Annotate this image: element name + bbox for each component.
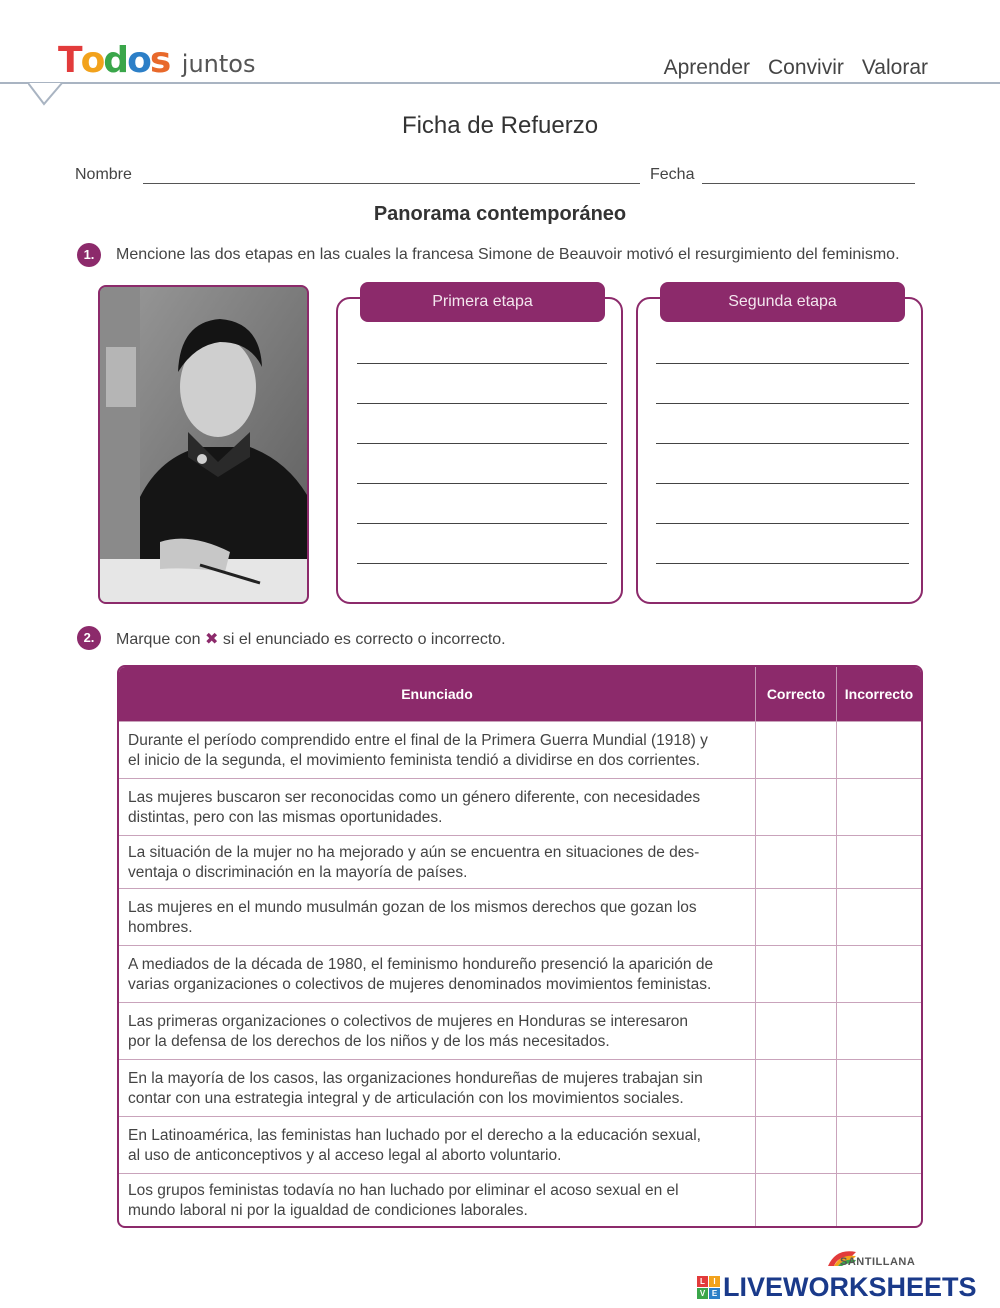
statement-text — [128, 898, 748, 938]
correct-checkbox[interactable] — [756, 722, 836, 779]
table-row — [119, 1116, 921, 1173]
header-correcto: Correcto — [766, 686, 826, 702]
first-stage-heading: Primera etapa — [360, 282, 605, 322]
incorrect-checkbox[interactable] — [837, 1174, 921, 1227]
incorrect-checkbox[interactable] — [837, 946, 921, 1003]
correct-checkbox[interactable] — [756, 1117, 836, 1174]
answer-line[interactable] — [357, 523, 607, 524]
statement-text — [128, 843, 748, 883]
live-tile: I — [709, 1276, 720, 1287]
answer-line[interactable] — [656, 483, 909, 484]
table-row — [119, 888, 921, 945]
header-notch — [28, 82, 64, 106]
liveworksheets-logo — [697, 1272, 977, 1302]
santillana-logo: SANTILLANA — [840, 1256, 916, 1268]
live-tile: L — [697, 1276, 708, 1287]
question-text — [116, 629, 506, 649]
incorrect-checkbox[interactable] — [837, 1060, 921, 1117]
answer-line[interactable] — [656, 363, 909, 364]
nav-aprender: Aprender — [663, 56, 750, 79]
statement-line: contar con una estrategia integral y de articulación con los movimientos sociales. — [128, 1089, 684, 1107]
answer-line[interactable] — [357, 563, 607, 564]
correct-checkbox[interactable] — [756, 836, 836, 889]
name-label: Nombre — [75, 166, 132, 183]
statement-line: Los grupos feministas todavía no han luchado por eliminar el acoso sexual en el — [128, 1181, 679, 1199]
answer-line[interactable] — [357, 403, 607, 404]
second-stage-box — [636, 297, 923, 604]
portrait-photo — [98, 285, 309, 604]
section-title: Panorama contemporáneo — [373, 203, 627, 225]
name-field[interactable] — [143, 183, 640, 184]
statement-text — [128, 788, 748, 828]
name-date-row — [75, 166, 915, 188]
incorrect-checkbox[interactable] — [837, 889, 921, 946]
live-tile: V — [697, 1288, 708, 1299]
statement-line: varias organizaciones o colectivos de mujeres denominados movimientos feministas. — [128, 975, 712, 993]
table-row — [119, 1059, 921, 1116]
logo-sub: juntos — [181, 50, 256, 78]
statement-text — [128, 1012, 748, 1052]
answer-line[interactable] — [656, 563, 909, 564]
logo-brand — [58, 40, 180, 81]
incorrect-checkbox[interactable] — [837, 1003, 921, 1060]
answer-line[interactable] — [656, 443, 909, 444]
nav-valorar: Valorar — [861, 56, 928, 79]
header-enunciado: Enunciado — [401, 686, 473, 702]
answer-line[interactable] — [656, 523, 909, 524]
answer-line[interactable] — [357, 443, 607, 444]
statement-line: mundo laboral ni por la igualdad de condiciones laborales. — [128, 1201, 528, 1219]
correct-checkbox[interactable] — [756, 779, 836, 836]
statement-text — [128, 1181, 748, 1221]
header-nav — [664, 56, 928, 80]
live-tiles — [697, 1276, 720, 1299]
header-incorrecto: Incorrecto — [844, 686, 914, 702]
answer-line[interactable] — [656, 403, 909, 404]
page-header — [0, 0, 1000, 110]
incorrect-checkbox[interactable] — [837, 836, 921, 889]
question-number: 1. — [77, 243, 101, 267]
date-label: Fecha — [650, 166, 695, 183]
live-tile: E — [709, 1288, 720, 1299]
correct-checkbox[interactable] — [756, 946, 836, 1003]
question-text-before: Marque con — [116, 631, 201, 648]
statement-line: hombres. — [128, 918, 193, 936]
first-stage-box — [336, 297, 623, 604]
statement-line: Las mujeres en el mundo musulmán gozan de los mismos derechos que gozan los — [128, 898, 697, 916]
logo-letter: T — [58, 40, 81, 81]
statement-line: Las primeras organizaciones o colectivos de mujeres en Honduras se interesaron — [128, 1012, 689, 1030]
logo-letter: d — [103, 40, 128, 81]
x-mark-icon: ✖ — [204, 631, 219, 648]
statement-text — [128, 1126, 748, 1166]
correct-checkbox[interactable] — [756, 1174, 836, 1227]
logo-letter: o — [127, 40, 150, 81]
header-divider — [0, 82, 1000, 84]
portrait-illustration — [100, 287, 309, 604]
correct-checkbox[interactable] — [756, 889, 836, 946]
date-field[interactable] — [702, 183, 915, 184]
correct-checkbox[interactable] — [756, 1003, 836, 1060]
table-row — [119, 835, 921, 888]
todos-juntos-logo — [58, 40, 255, 81]
table-row — [119, 778, 921, 835]
statement-line: En la mayoría de los casos, las organizaciones hondureñas de mujeres trabajan sin — [128, 1069, 703, 1087]
statement-line: Durante el período comprendido entre el final de la Primera Guerra Mundial (1918) y — [128, 731, 708, 749]
correct-checkbox[interactable] — [756, 1060, 836, 1117]
statement-text — [128, 731, 748, 771]
incorrect-checkbox[interactable] — [837, 722, 921, 779]
page-title: Ficha de Refuerzo — [401, 112, 599, 139]
incorrect-checkbox[interactable] — [837, 1117, 921, 1174]
statement-text — [128, 955, 748, 995]
logo-letter: s — [149, 40, 170, 81]
question-text-after: si el enunciado es correcto o incorrecto. — [222, 631, 506, 648]
table-header — [119, 667, 921, 721]
statement-text — [128, 1069, 748, 1109]
statement-line: A mediados de la década de 1980, el feminismo hondureño presenció la aparición de — [128, 955, 714, 973]
statement-line: distintas, pero con las mismas oportunidades. — [128, 808, 443, 826]
table-row — [119, 721, 921, 778]
statement-line: por la defensa de los derechos de los niños y de los más necesitados. — [128, 1032, 610, 1050]
question-number: 2. — [77, 626, 101, 650]
statements-table — [117, 665, 923, 1228]
table-row — [119, 945, 921, 1002]
answer-line[interactable] — [357, 363, 607, 364]
table-row — [119, 1002, 921, 1059]
second-stage-heading: Segunda etapa — [660, 282, 905, 322]
logo-letter: o — [80, 40, 104, 81]
statement-line: La situación de la mujer no ha mejorado y aún se encuentra en situaciones de des- — [128, 843, 700, 861]
statement-line: ventaja o discriminación en la mayoría de países. — [128, 863, 468, 881]
statement-line: Las mujeres buscaron ser reconocidas como un género diferente, con necesidades — [128, 788, 701, 806]
statement-line: el inicio de la segunda, el movimiento feminista tendió a dividirse en dos corrientes. — [128, 751, 701, 769]
table-row — [119, 1173, 921, 1226]
statement-line: En Latinoamérica, las feministas han luchado por el derecho a la educación sexual, — [128, 1126, 701, 1144]
incorrect-checkbox[interactable] — [837, 779, 921, 836]
nav-convivir: Convivir — [768, 56, 844, 79]
answer-line[interactable] — [357, 483, 607, 484]
liveworksheets-word: LIVEWORKSHEETS — [723, 1271, 977, 1302]
statement-line: al uso de anticonceptivos y al acceso legal al aborto voluntario. — [128, 1146, 562, 1164]
question-text: Mencione las dos etapas en las cuales la francesa Simone de Beauvoir motivó el resurgimiento del feminismo. — [116, 246, 900, 263]
